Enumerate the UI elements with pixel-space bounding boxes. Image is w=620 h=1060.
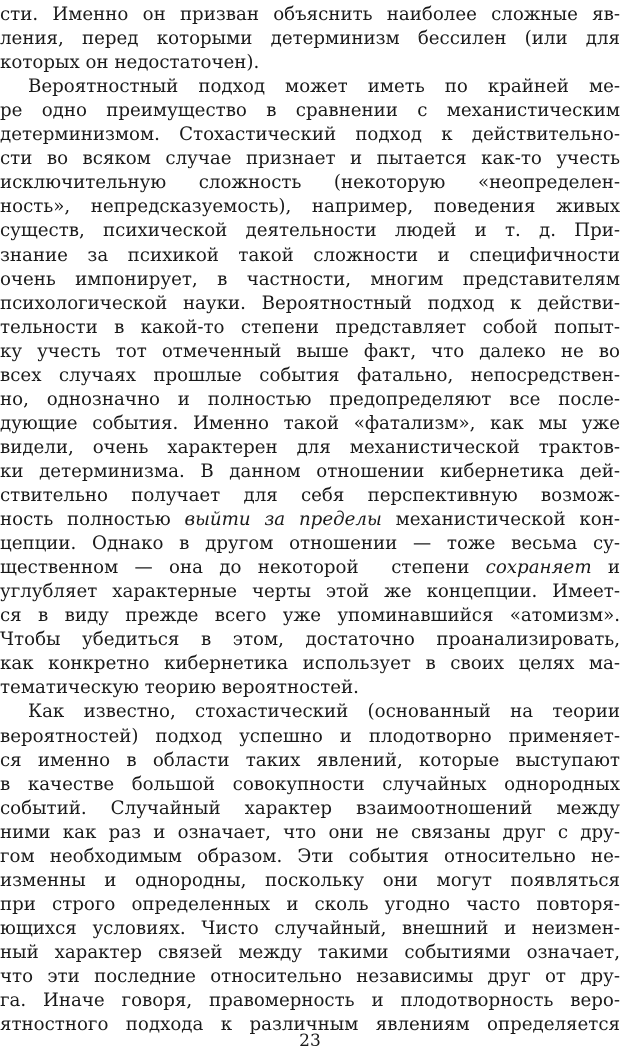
text-line: ющихся условиях. Чисто случайный, внешний и неизмен- [0, 917, 620, 939]
text-line: Как известно, стохастический (основанный на теории [28, 701, 620, 723]
text-line [0, 507, 620, 533]
page-number: 23 [299, 1031, 321, 1051]
text-line: изменны и однородны, поскольку они могут появляться [0, 869, 620, 891]
text-line: видели, очень характерен для механистической трактов- [0, 436, 620, 458]
text-line: ся именно в области таких явлений, которые выступают [0, 749, 620, 771]
text-line: ними как раз и означает, что они не связаны друг с дру- [0, 821, 620, 843]
text-line: гом необходимым образом. Эти события относительно не- [0, 845, 620, 867]
emphasized-text: выйти за пределы [184, 509, 382, 531]
text-line: как конкретно кибернетика использует в своих целях ма- [0, 653, 620, 675]
text-line: ку учесть тот отмеченный выше факт, что далеко не во [0, 340, 620, 362]
text-line: дующие события. Именно такой «фатализм», как мы уже [0, 412, 620, 434]
text-line: сти во всяком случае признает и пытается как-то учесть [0, 148, 620, 170]
text-line: ность», непредсказуемость), например, поведения живых [0, 196, 620, 218]
text-line: при строго определенных и сколь угодно часто повторя- [0, 893, 620, 915]
text-line: детерминизмом. Стохастический подход к действительно- [0, 124, 620, 146]
text-line: знание за психикой такой сложности и специфичности [0, 244, 620, 266]
text-line: исключительную сложность (некоторую «неопределен- [0, 172, 620, 194]
text-run: механистической кон- [381, 509, 620, 531]
text-line: которых он недостаточен). [0, 52, 260, 74]
text-line: ления, перед которыми детерминизм бессилен (или для [0, 28, 620, 50]
text-line: ный характер связей между такими событиями означает, [0, 941, 620, 963]
text-line: ся в виду прежде всего уже упоминавшийся «атомизм». [0, 605, 620, 627]
emphasized-text: сохраняет [485, 557, 592, 579]
text-line: углубляет характерные черты этой же концепции. Имеет- [0, 581, 620, 603]
text-line: Чтобы убедиться в этом, достаточно проанализировать, [0, 629, 620, 651]
text-run: и [591, 557, 620, 579]
text-line: цепции. Однако в другом отношении — тоже весьма су- [0, 533, 620, 555]
text-line: в качестве большой совокупности случайных однородных [0, 773, 620, 795]
text-line: вероятностей) подход успешно и плодотворно применяет- [0, 725, 620, 747]
text-run: щественном — она до некоторой степени [0, 557, 486, 579]
text-line: ствительно получает для себя перспективную возмож- [0, 485, 620, 506]
text-line: существ, психической деятельности людей и т. д. При- [0, 220, 620, 242]
text-line: тематическую теорию вероятностей. [0, 677, 359, 699]
text-line: Вероятностный подход может иметь по крайней ме- [28, 76, 620, 98]
text-line: сти. Именно он призван объяснить наиболее сложные яв- [0, 4, 620, 25]
text-line: га. Иначе говоря, правомерность и плодотворность веро- [0, 990, 620, 1012]
text-line: событий. Случайный характер взаимоотношений между [0, 797, 620, 819]
text-line: ре одно преимущество в сравнении с механистическим [0, 100, 620, 122]
text-line: очень импонирует, в частности, многим представителям [0, 268, 620, 290]
text-line [0, 555, 620, 581]
text-line: ятностного подхода к различным явлениям определяется [0, 1014, 620, 1036]
text-line: но, однозначно и полностью предопределяют все после- [0, 388, 620, 410]
text-line: что эти последние относительно независимы друг от дру- [0, 966, 620, 987]
text-line: тельности в какой-то степени представляет собой попыт- [0, 316, 620, 338]
text-line: психологической науки. Вероятностный подход к действи- [0, 292, 620, 314]
text-line: ки детерминизма. В данном отношении кибернетика дей- [0, 460, 620, 482]
text-line: всех случаях прошлые события фатально, непосредствен- [0, 364, 620, 386]
text-run: ность полностью [0, 509, 185, 531]
